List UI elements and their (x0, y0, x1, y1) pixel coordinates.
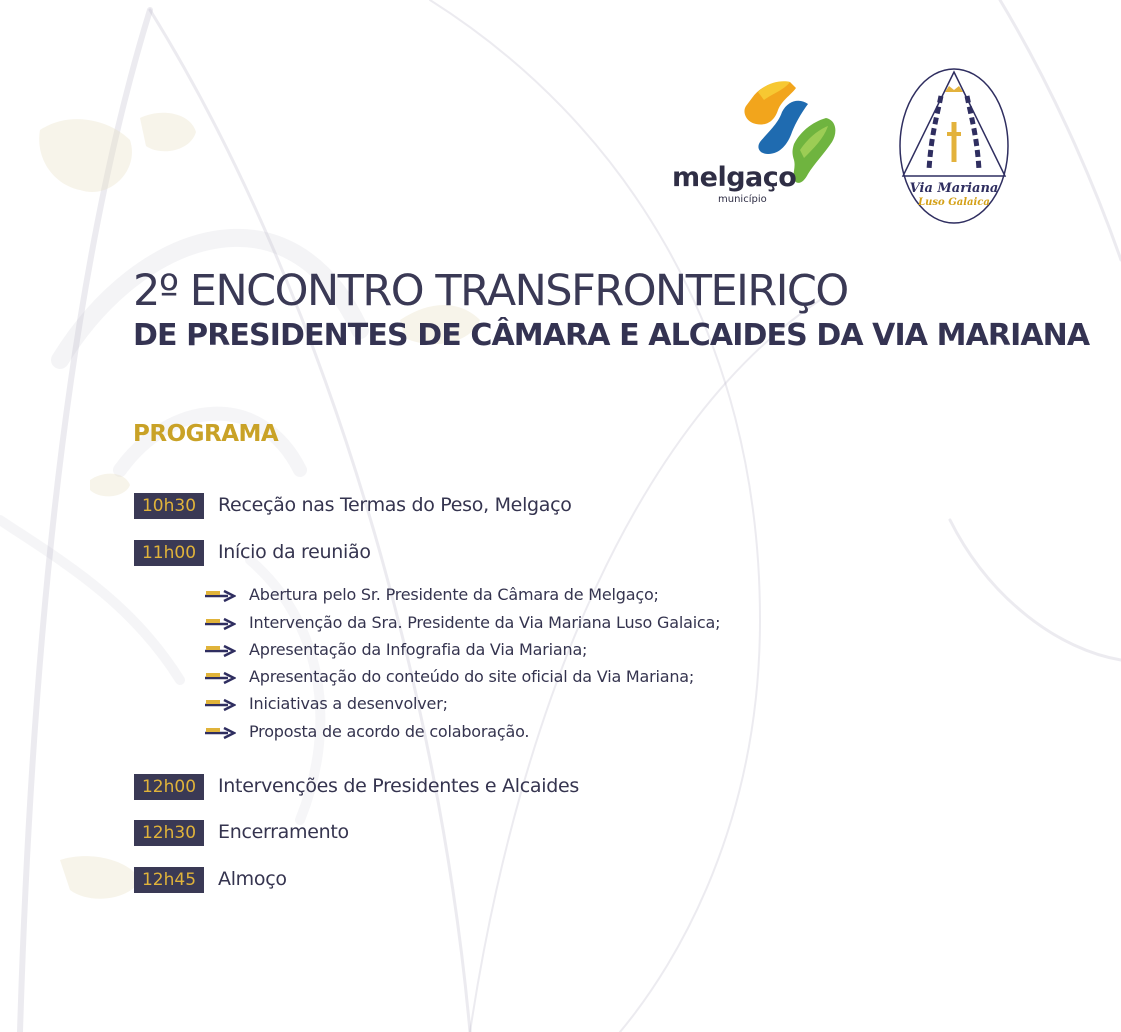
agenda-item-text: Abertura pelo Sr. Presidente da Câmara de Melgaço; (249, 585, 659, 604)
time-badge: 12h00 (134, 774, 204, 800)
agenda-item-text: Apresentação do conteúdo do site oficial da Via Mariana; (249, 667, 695, 686)
schedule-label: Receção nas Termas do Peso, Melgaço (218, 494, 572, 516)
time-badge: 12h45 (134, 867, 204, 893)
via-mariana-subtitle: Luso Galaica (918, 197, 990, 208)
agenda-item-text: Iniciativas a desenvolver; (249, 694, 448, 713)
melgaco-logo (668, 78, 840, 218)
schedule-label: Encerramento (218, 821, 349, 843)
via-mariana-arrow-icon (204, 616, 236, 632)
via-mariana-arrow-icon (204, 588, 236, 604)
via-mariana-arrow-icon (204, 725, 236, 741)
time-badge: 10h30 (134, 493, 204, 519)
schedule-label: Início da reunião (218, 541, 371, 563)
page-subtitle: DE PRESIDENTES DE CÂMARA E ALCAIDES DA VIA MARIANA (133, 318, 1090, 353)
via-mariana-logo (897, 66, 1011, 226)
via-mariana-arrow-icon (204, 697, 236, 713)
agenda-item-text: Intervenção da Sra. Presidente da Via Mariana Luso Galaica; (249, 613, 721, 632)
schedule-label: Almoço (218, 868, 287, 890)
melgaco-wordmark: melgaço (672, 162, 797, 193)
agenda-item-text: Proposta de acordo de colaboração. (249, 722, 530, 741)
time-badge: 12h30 (134, 820, 204, 846)
via-mariana-arrow-icon (204, 643, 236, 659)
via-mariana-title: Via Mariana (909, 181, 999, 196)
programa-heading: PROGRAMA (133, 421, 279, 447)
agenda-item-text: Apresentação da Infografia da Via Mariana; (249, 640, 588, 659)
melgaco-subtitle: município (718, 194, 767, 205)
schedule-label: Intervenções de Presidentes e Alcaides (218, 775, 579, 797)
page-title: 2º ENCONTRO TRANSFRONTEIRIÇO (133, 266, 848, 316)
via-mariana-arrow-icon (204, 670, 236, 686)
time-badge: 11h00 (134, 540, 204, 566)
